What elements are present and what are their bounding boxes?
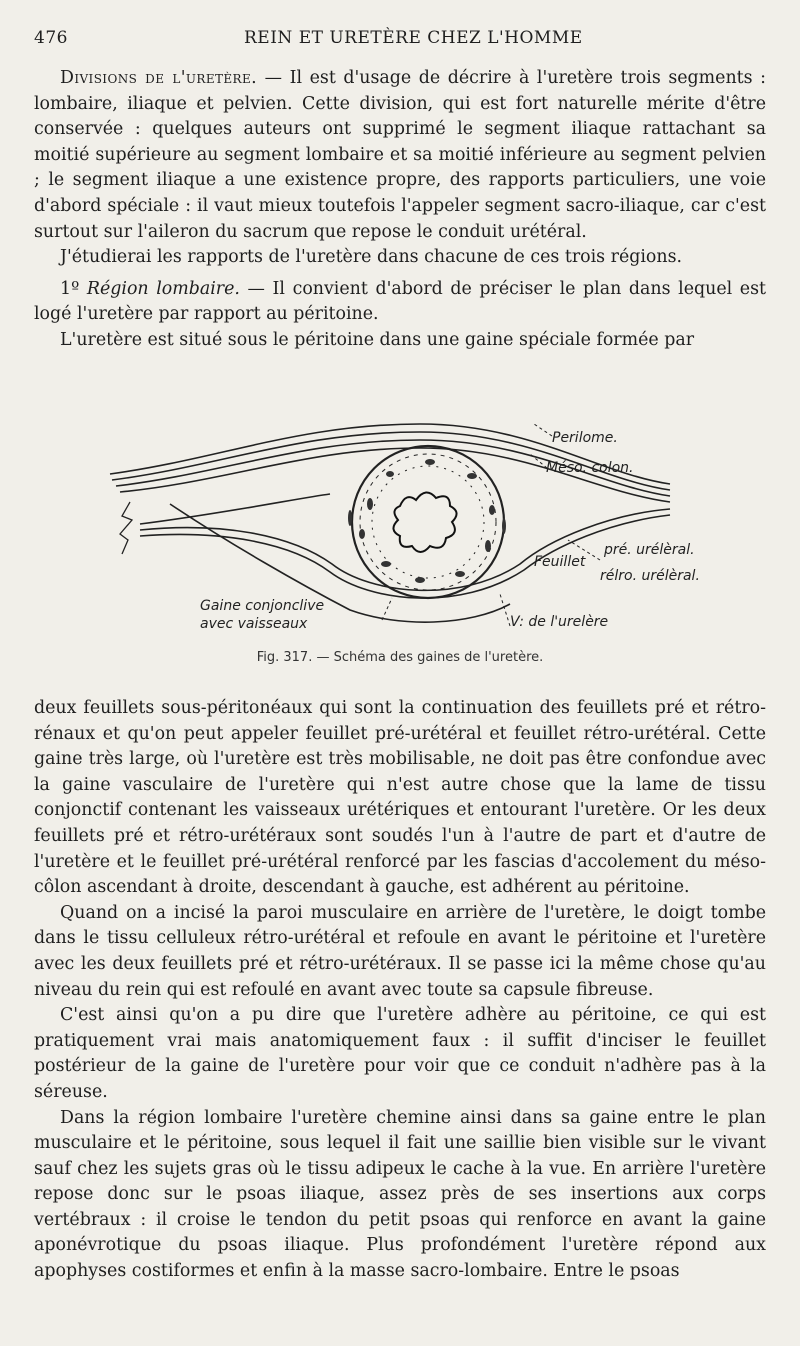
figure-ureter-sheaths [100, 414, 740, 654]
section-heading-region-lombaire: Région lombaire. [86, 278, 240, 299]
paragraph-feuillets: deux feuillets sous-péritonéaux qui sont la continuation des feuillets pré et rétro-rénaux et qu'on peut appeler feuillet pré-urétéral et feuillet rétro-urétéral. Cette gaine très large, où l'uretère est très mobilisable, ne doit pas être confondue avec la gaine vasculaire de l'uretère qui n'est autre chose que la lame de tissu conjonctif contenant les vaisseaux urétériques et entourant l'uretère. Or les deux feuillets pré et rétro-urétéraux sont soudés l'un à l'autre de part et d'autre de l'uretère et le feuillet pré-urétéral renforcé par les fascias d'accolement du méso-côlon ascendant à droite, descendant à gauche, est adhérent au péritoine. [34, 698, 766, 898]
ureter-sheath-diagram [100, 414, 740, 654]
paragraph-region-lombaire-text: — Il convient d'abord de préciser le plan dans lequel est logé l'uretère par rapport au péritoine. [34, 278, 766, 325]
label-meso-colon: Méso. colon. [546, 460, 634, 476]
label-vaisseaux-uretere: V: de l'urelère [510, 614, 609, 630]
paragraph-incision: Quand on a incisé la paroi musculaire en arrière de l'uretère, le doigt tombe dans le tissu celluleux rétro-urétéral et refoule en avant le péritoine et l'uretère avec les deux feuillets pré et rétro-urétéraux. Il se passe ici la même chose qu'au niveau du rein qui est refoulé en avant avec toute sa capsule fibreuse. [34, 902, 766, 1000]
paragraph-adherence: C'est ainsi qu'on a pu dire que l'uretère adhère au péritoine, ce qui est pratiquement vrai mais anatomiquement faux : il suffit d'inciser le feuillet postérieur de la gaine de l'uretère pour voir que ce conduit n'adhère pas à la séreuse. [34, 1005, 766, 1102]
section-heading-divisions: Divisions de l'uretère. [60, 68, 258, 88]
page-number: 476 [34, 28, 68, 48]
running-title: REIN ET URETÈRE CHEZ L'HOMME [244, 28, 583, 48]
paragraph-rapports: J'étudierai les rapports de l'uretère dans chacune de ces trois régions. [60, 247, 683, 268]
text-block-top [34, 66, 766, 354]
paragraph-divisions-text: — Il est d'usage de décrire à l'uretère trois segments : lombaire, iliaque et pelvien. Cette division, qui est fort naturelle mérite d'être conservée : quelques auteurs ont supprimé le segment iliaque rattachant sa moitié supérieure au segment lombaire et sa moitié inférieure au segment pelvien ; le segment iliaque a une existence propre, des rapports particuliers, une voie d'abord spéciale : il vaut mieux toutefois l'appeler segment sacro-iliaque, car c'est surtout sur l'aileron du sacrum que repose le conduit urétéral. [34, 68, 766, 242]
paragraph-trajet-lombaire: Dans la région lombaire l'uretère chemine ainsi dans sa gaine entre le plan musculaire et le péritoine, sous lequel il fait une saillie bien visible sur le vivant sauf chez les sujets gras où le tissu adipeux le cache à la vue. En arrière l'uretère repose donc sur le psoas iliaque, assez près de ses insertions aux corps vertébraux : il croise le tendon du petit psoas qui renforce en avant la gaine aponévrotique du psoas iliaque. Plus profondément l'uretère répond aux apophyses costiformes et enfin à la masse sacro-lombaire. Entre le psoas [34, 1107, 766, 1282]
text-block-bottom [34, 696, 766, 1285]
label-pre-ureteral: pré. urélèral. [604, 542, 695, 558]
label-gaine-line1: Gaine conjonclive [200, 598, 325, 614]
figure-caption: Fig. 317. — Schéma des gaines de l'uretère. [256, 650, 544, 665]
label-retro-ureteral: rélro. urélèral. [600, 568, 700, 584]
paragraph-divisions [34, 66, 766, 245]
label-gaine-line2: avec vaisseaux [200, 616, 308, 632]
section-number: 1º [60, 278, 87, 299]
running-header [34, 26, 764, 50]
sheath-layers [110, 424, 670, 622]
paragraph-region-lombaire [34, 277, 766, 328]
paragraph-gaine-intro: L'uretère est situé sous le péritoine dans une gaine spéciale formée par [60, 329, 695, 350]
label-peritoine: Perilome. [552, 430, 618, 446]
label-feuillet: Feuillet [534, 554, 586, 570]
ureter-cross-section [348, 446, 506, 598]
